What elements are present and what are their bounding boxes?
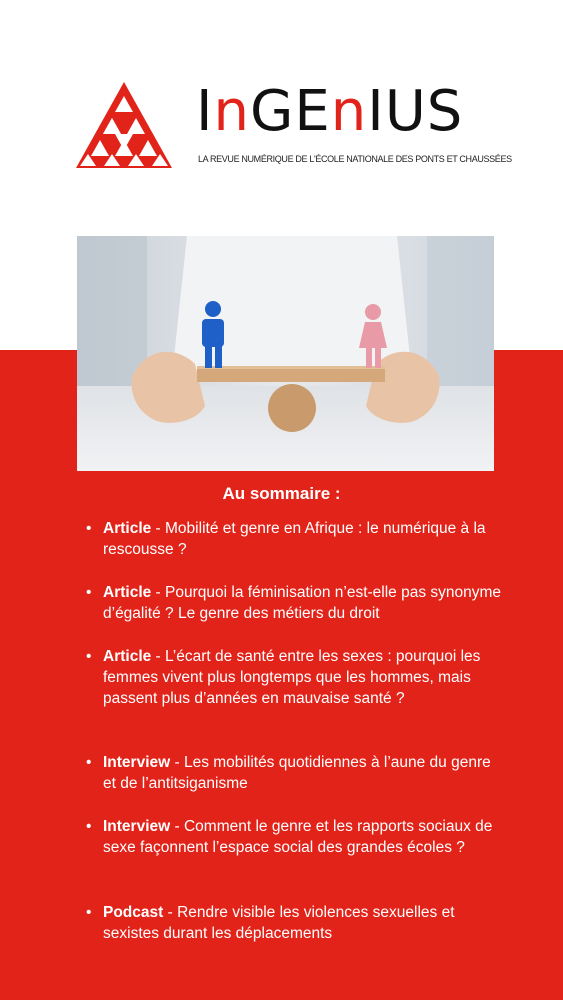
item-kind: Article <box>103 584 152 601</box>
item-kind: Interview <box>103 754 171 771</box>
item-title: - Rendre visible les violences sexuelles et sexistes durant les déplacements <box>103 904 455 942</box>
bullet-icon: • <box>86 818 92 835</box>
list-item[interactable] <box>86 582 506 624</box>
list-item[interactable] <box>86 816 506 858</box>
sierpinski-triangle-logo-icon <box>74 80 174 170</box>
bullet-icon: • <box>86 754 92 771</box>
list-item[interactable] <box>86 752 506 794</box>
tagline: LA REVUE NUMÉRIQUE DE L'ÉCOLE NATIONALE DES PONTS ET CHAUSSÉES <box>198 154 512 164</box>
bullet-icon: • <box>86 520 92 537</box>
item-title: - Les mobilités quotidiennes à l’aune du genre et de l’antitsiganisme <box>103 754 491 792</box>
list-item[interactable] <box>86 902 506 944</box>
list-item[interactable] <box>86 646 506 709</box>
list-item[interactable] <box>86 518 506 560</box>
item-kind: Article <box>103 648 152 665</box>
item-kind: Podcast <box>103 904 164 921</box>
bullet-icon: • <box>86 904 92 921</box>
item-kind: Interview <box>103 818 171 835</box>
item-title: - Mobilité et genre en Afrique : le numérique à la rescousse ? <box>103 520 486 558</box>
bullet-icon: • <box>86 584 92 601</box>
summary-heading: Au sommaire : <box>222 484 341 503</box>
item-title: - Comment le genre et les rapports sociaux de sexe façonnent l’espace social des grandes écoles ? <box>103 818 493 856</box>
ingenius-wordmark: InGEnIUS <box>196 79 464 144</box>
balance-photo <box>77 236 494 471</box>
item-kind: Article <box>103 520 152 537</box>
item-title: - Pourquoi la féminisation n’est-elle pas synonyme d’égalité ? Le genre des métiers du droit <box>103 584 502 622</box>
bullet-icon: • <box>86 648 92 665</box>
item-title: - L’écart de santé entre les sexes : pourquoi les femmes vivent plus longtemps que les hommes, mais passent plus d’années en mauvaise santé ? <box>103 648 481 707</box>
